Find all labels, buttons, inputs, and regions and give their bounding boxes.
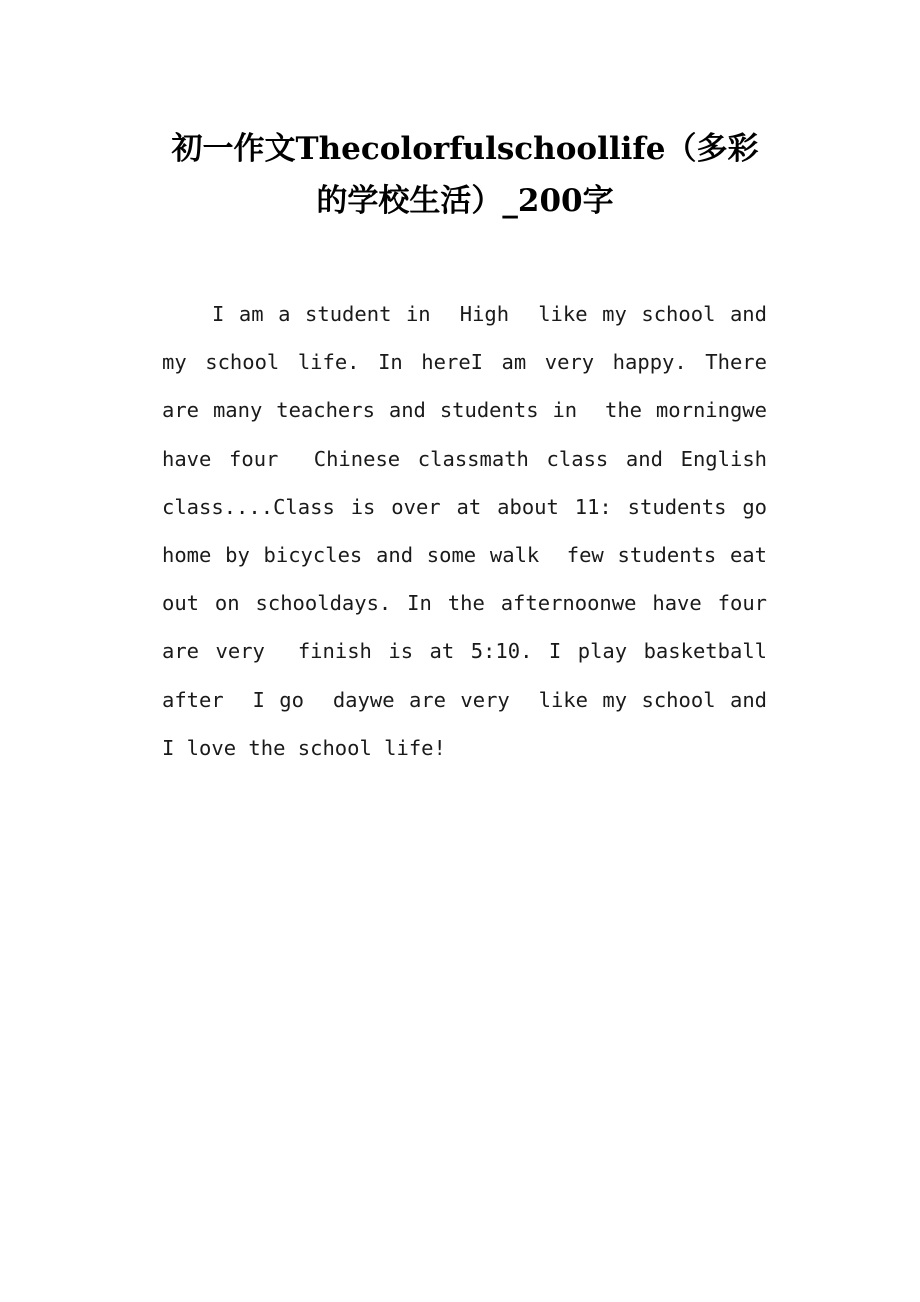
paragraph-line-1: I am a student in High like my school and (212, 302, 767, 326)
paragraph-line-2: my school life. In hereI am very happy. There (162, 350, 767, 375)
paragraph-line-3: are many teachers and students in the morningwe (162, 398, 767, 423)
title-line-2: 的学校生活）_200字 (316, 183, 614, 219)
paragraph-line-5: class....Class is over at about 11: students go (162, 494, 767, 519)
paragraph-line-9: after I go daywe are very like my school and (162, 687, 767, 712)
essay-paragraph (162, 290, 767, 772)
title-line-1: 初一作文Thecolorfulschoollife（多彩 (171, 131, 759, 167)
paragraph-line-4: have four Chinese classmath class and English (162, 446, 767, 471)
document-title (150, 123, 780, 227)
paragraph-line-6: home by bicycles and some walk few students eat (162, 542, 767, 567)
paragraph-line-8: are very finish is at 5:10. I play basketball (162, 639, 767, 664)
paragraph-line-10: I love the school life! (162, 735, 446, 760)
paragraph-line-7: out on schooldays. In the afternoonwe have four (162, 591, 767, 616)
